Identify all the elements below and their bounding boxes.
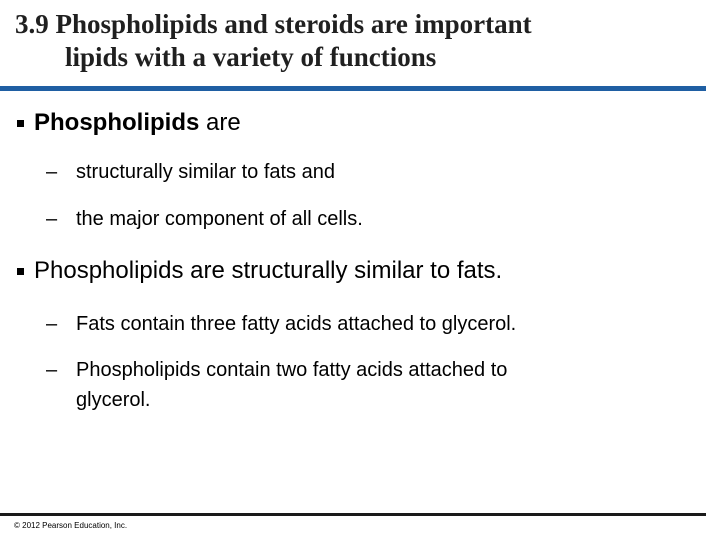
bullet-1-text xyxy=(34,109,241,137)
bullet-2 xyxy=(17,257,502,285)
bullet-1 xyxy=(17,109,241,137)
bullet-1-sub-1 xyxy=(46,157,646,187)
bullet-1-bold-term: Phospholipids xyxy=(34,109,200,136)
dash-marker: – xyxy=(46,313,58,335)
slide-title-line-1: 3.9 Phospholipids and steroids are important xyxy=(15,9,532,39)
slide-title-line-2: lipids with a variety of functions xyxy=(65,42,437,72)
footer-divider xyxy=(0,513,706,516)
square-bullet-icon xyxy=(17,268,24,275)
dash-marker: – xyxy=(46,208,58,230)
copyright-notice: © 2012 Pearson Education, Inc. xyxy=(14,521,128,530)
bullet-2-sub-2 xyxy=(46,355,576,415)
bullet-2-rest: Phospholipids are structurally similar to fats. xyxy=(34,257,503,284)
dash-marker: – xyxy=(46,359,58,381)
sub-bullet-text: the major component of all cells. xyxy=(76,208,363,230)
bullet-1-rest: are xyxy=(199,109,241,136)
sub-bullet-text: Phospholipids contain two fatty acids attached to glycerol. xyxy=(76,359,508,411)
square-bullet-icon xyxy=(17,120,24,127)
title-divider xyxy=(0,86,706,91)
bullet-2-sub-1 xyxy=(46,309,646,339)
bullet-2-text xyxy=(34,257,502,285)
sub-bullet-text: structurally similar to fats and xyxy=(76,161,335,183)
dash-marker: – xyxy=(46,161,58,183)
bullet-1-sub-2 xyxy=(46,204,646,234)
sub-bullet-text: Fats contain three fatty acids attached to glycerol. xyxy=(76,313,517,335)
slide-title xyxy=(15,8,705,74)
